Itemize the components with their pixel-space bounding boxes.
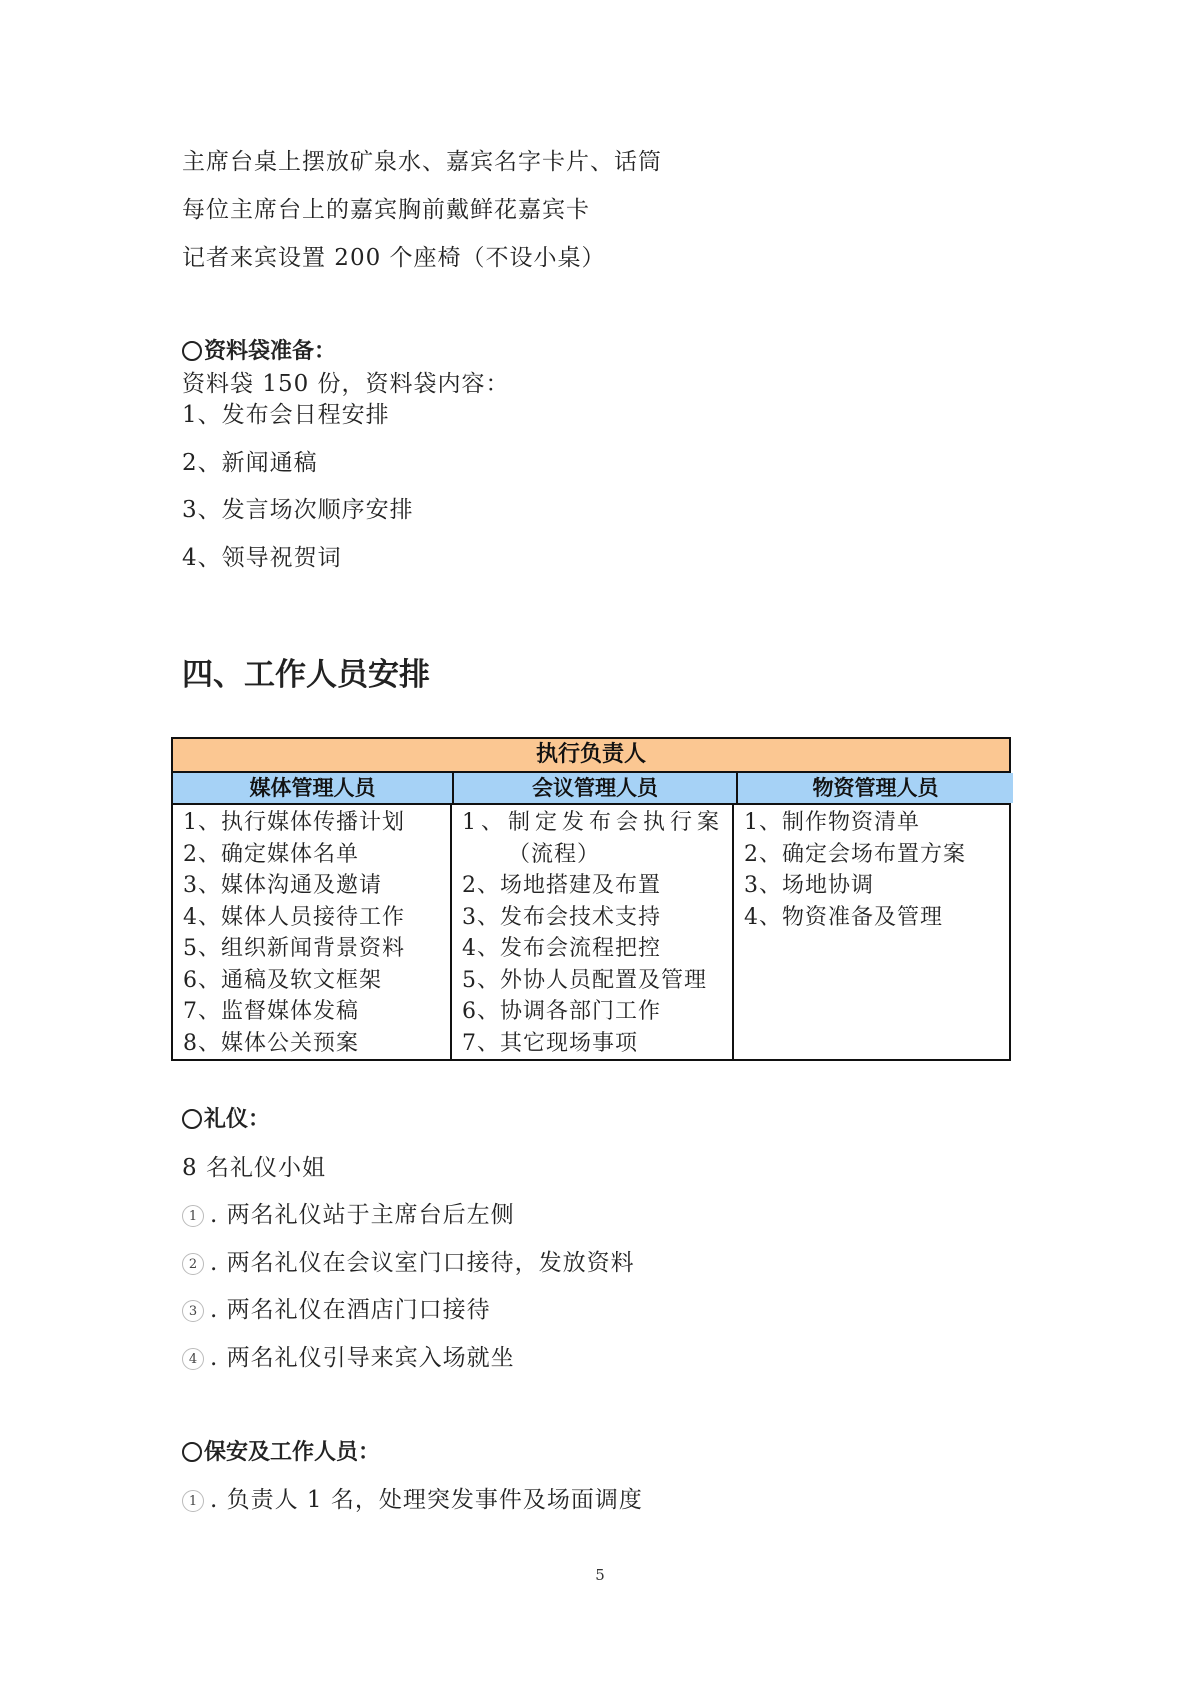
circle-bullet-icon [182, 341, 202, 361]
list-item: 5、组织新闻背景资料 [183, 936, 405, 961]
list-item: 2、确定会场布置方案 [744, 841, 966, 867]
list-item: 1、制作物资清单 [744, 810, 920, 835]
etiquette-item [182, 1295, 491, 1325]
list-item: 7、其它现场事项 [462, 1030, 638, 1056]
materials-summary: 资料袋 150 份，资料袋内容： [182, 371, 510, 397]
column-meeting [452, 805, 734, 1059]
column-supplies [734, 805, 1009, 1059]
materials-item: 4、领导祝贺词 [182, 545, 342, 571]
table-subheader-row [173, 773, 1009, 805]
number-badge: 1 [182, 1490, 204, 1512]
etiquette-heading [182, 1105, 270, 1135]
column-title-media: 媒体管理人员 [173, 773, 454, 803]
table-body-row [173, 805, 1009, 1059]
list-item: 3、发布会技术支持 [462, 904, 661, 930]
list-item: 5、外协人员配置及管理 [462, 967, 707, 993]
page-number: 5 [595, 1566, 605, 1584]
number-badge: 4 [182, 1348, 204, 1370]
materials-item: 1、发布会日程安排 [182, 402, 390, 428]
intro-line: 记者来宾设置 200 个座椅（不设小桌） [182, 245, 606, 271]
etiquette-item-text: . 两名礼仪站于主席台后左侧 [210, 1202, 515, 1228]
list-item: 2、场地搭建及布置 [462, 873, 661, 898]
security-heading-text: 保安及工作人员： [204, 1440, 381, 1465]
list-item: 1、执行媒体传播计划 [183, 810, 405, 835]
etiquette-item-text: . 两名礼仪在会议室门口接待，发放资料 [210, 1250, 635, 1276]
list-item: 4、发布会流程把控 [462, 936, 661, 961]
number-badge: 1 [182, 1205, 204, 1227]
list-item: （流程） [508, 841, 601, 867]
list-item: 1、制定发布会执行案 [462, 810, 724, 835]
number-badge: 3 [182, 1300, 204, 1322]
security-item [182, 1485, 643, 1515]
etiquette-item [182, 1248, 635, 1278]
intro-line: 每位主席台上的嘉宾胸前戴鲜花嘉宾卡 [182, 197, 590, 223]
list-item: 3、场地协调 [744, 873, 874, 898]
circle-bullet-icon [182, 1109, 202, 1129]
intro-line: 主席台桌上摆放矿泉水、嘉宾名字卡片、话筒 [182, 149, 662, 175]
number-badge: 2 [182, 1253, 204, 1275]
materials-item: 2、新闻通稿 [182, 450, 318, 476]
materials-item: 3、发言场次顺序安排 [182, 497, 414, 523]
etiquette-item [182, 1343, 515, 1373]
list-item: 8、媒体公关预案 [183, 1030, 359, 1056]
list-item: 2、确定媒体名单 [183, 841, 359, 867]
security-heading [182, 1438, 380, 1468]
etiquette-item-text: . 两名礼仪引导来宾入场就坐 [210, 1345, 515, 1371]
list-item: 4、媒体人员接待工作 [183, 904, 405, 930]
etiquette-heading-text: 礼仪： [204, 1107, 271, 1132]
etiquette-item-text: . 两名礼仪在酒店门口接待 [210, 1297, 491, 1323]
list-item: 7、监督媒体发稿 [183, 999, 359, 1024]
column-media [173, 805, 452, 1059]
circle-bullet-icon [182, 1442, 202, 1462]
column-title-meeting: 会议管理人员 [454, 773, 738, 803]
list-item: 3、媒体沟通及邀请 [183, 873, 382, 898]
etiquette-summary: 8 名礼仪小姐 [182, 1155, 326, 1181]
table-header-executive: 执行负责人 [173, 739, 1009, 773]
materials-heading [182, 337, 336, 367]
section-title: 四、工作人员安排 [182, 657, 430, 693]
list-item: 6、协调各部门工作 [462, 999, 661, 1024]
materials-heading-text: 资料袋准备： [204, 339, 337, 364]
security-item-text: . 负责人 1 名，处理突发事件及场面调度 [210, 1487, 643, 1513]
column-title-supplies: 物资管理人员 [738, 773, 1013, 803]
staff-table [171, 737, 1011, 1061]
etiquette-item [182, 1200, 515, 1230]
list-item: 6、通稿及软文框架 [183, 967, 382, 993]
list-item: 4、物资准备及管理 [744, 904, 943, 930]
